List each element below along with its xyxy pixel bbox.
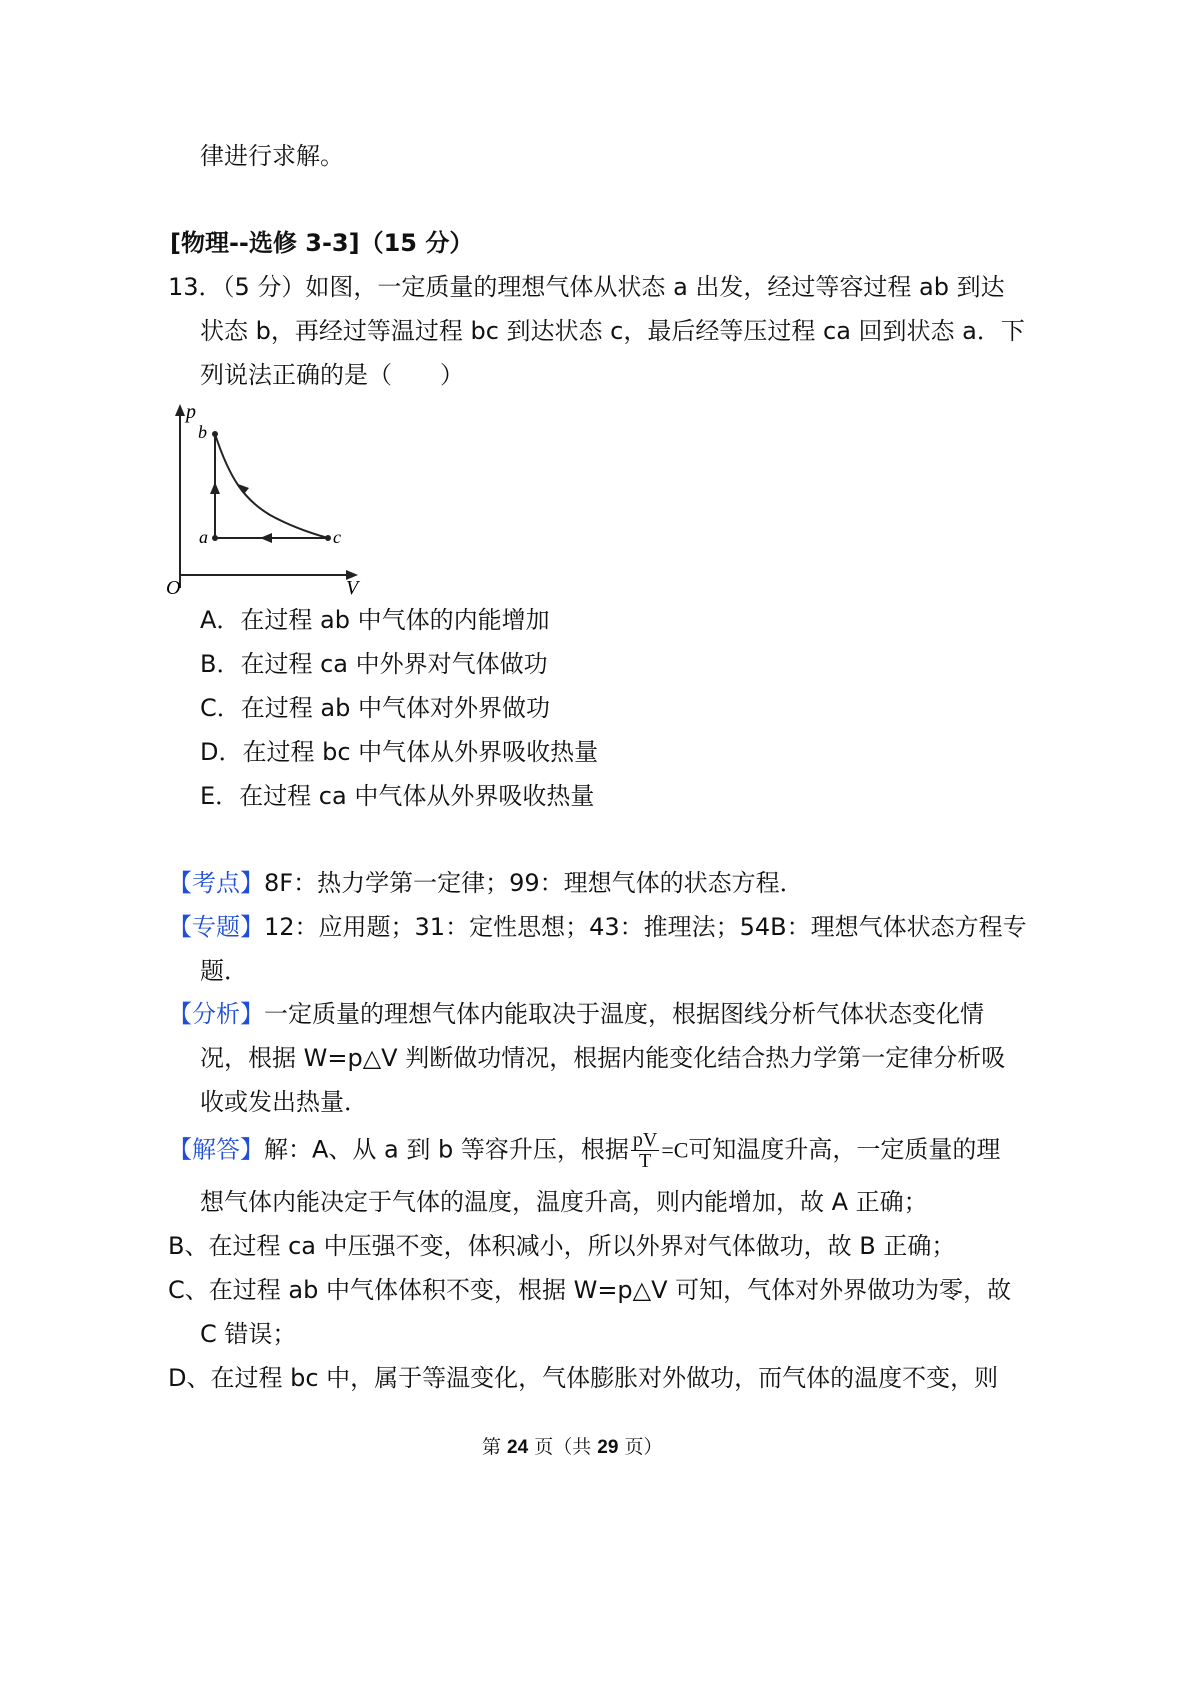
page-footer (482, 1430, 662, 1465)
kaodian-line (168, 866, 804, 900)
v-axis-label: V (346, 577, 359, 599)
point-b (212, 431, 218, 437)
kaodian-text: 8F：热力学第一定律；99：理想气体的状态方程． (264, 869, 804, 897)
section-heading: [物理--选修 3-3]（15 分） (170, 229, 474, 257)
option-e: E．在过程 ca 中气体从外界吸收热量 (200, 782, 595, 810)
jieda-line (168, 1130, 1000, 1171)
fenxi-text: 一定质量的理想气体内能取决于温度，根据图线分析气体状态变化情 (264, 1000, 984, 1028)
jieda-tag: 【解答】 (168, 1135, 264, 1164)
fraction-numerator: pV (632, 1129, 658, 1151)
label-b: b (198, 422, 207, 442)
footer-pre: 第 (482, 1436, 508, 1458)
process-bc (215, 434, 328, 538)
pv-diagram (160, 400, 370, 600)
arrow-ab (210, 482, 220, 494)
zhuanti-cont: 题． (200, 957, 248, 985)
zhuanti-tag: 【专题】 (168, 913, 264, 941)
label-c: c (333, 527, 341, 547)
point-a (212, 535, 218, 541)
fraction-denominator: T (638, 1150, 652, 1172)
zhuanti-text: 12：应用题；31：定性思想；43：推理法；54B：理想气体状态方程专 (264, 913, 1027, 941)
footer-post: 页） (618, 1436, 663, 1458)
option-d: D．在过程 bc 中气体从外界吸收热量 (200, 738, 599, 766)
label-a: a (199, 527, 208, 547)
point-c (325, 535, 331, 541)
option-b: B．在过程 ca 中外界对气体做功 (200, 650, 548, 678)
option-a: A．在过程 ab 中气体的内能增加 (200, 606, 550, 634)
arrow-ca (260, 533, 272, 543)
fenxi-cont: 收或发出热量． (200, 1088, 368, 1116)
p-axis-arrow (175, 404, 185, 416)
jieda-cont: 想气体内能决定于气体的温度，温度升高，则内能增加，故 A 正确； (200, 1188, 928, 1216)
fenxi-line (168, 997, 984, 1031)
jieda-text: 可知温度升高，一定质量的理 (688, 1135, 1001, 1164)
ideal-gas-fraction (631, 1130, 659, 1171)
fenxi-cont: 况，根据 W=p△V 判断做功情况，根据内能变化结合热力学第一定律分析吸 (200, 1044, 1006, 1072)
page-number: 24 (507, 1437, 529, 1458)
page-total: 29 (597, 1437, 619, 1458)
origin-label: O (166, 577, 181, 599)
jieda-d: D、在过程 bc 中，属于等温变化，气体膨胀对外做功，而气体的温度不变，则 (168, 1364, 999, 1392)
zhuanti-line (168, 910, 1027, 944)
jieda-text: 解：A、从 a 到 b 等容升压，根据 (264, 1135, 629, 1164)
jieda-b: B、在过程 ca 中压强不变，体积减小，所以外界对气体做功，故 B 正确； (168, 1232, 956, 1260)
footer-mid: 页（共 (528, 1436, 598, 1458)
jieda-c-cont: C 错误； (200, 1320, 297, 1348)
question-line: 状态 b，再经过等温过程 bc 到达状态 c，最后经等压过程 ca 回到状态 a．下 (200, 317, 1025, 345)
text-line: 律进行求解。 (200, 142, 344, 170)
equals-c: =C (661, 1137, 689, 1163)
jieda-c: C、在过程 ab 中气体体积不变，根据 W=p△V 可知，气体对外界做功为零，故 (168, 1276, 1012, 1304)
fenxi-tag: 【分析】 (168, 1000, 264, 1028)
question-line: 13．（5 分）如图，一定质量的理想气体从状态 a 出发，经过等容过程 ab 到达 (168, 273, 1005, 301)
p-axis-label: p (186, 401, 196, 423)
kaodian-tag: 【考点】 (168, 869, 264, 897)
option-c: C．在过程 ab 中气体对外界做功 (200, 694, 550, 722)
question-line: 列说法正确的是（ ） (200, 361, 464, 389)
